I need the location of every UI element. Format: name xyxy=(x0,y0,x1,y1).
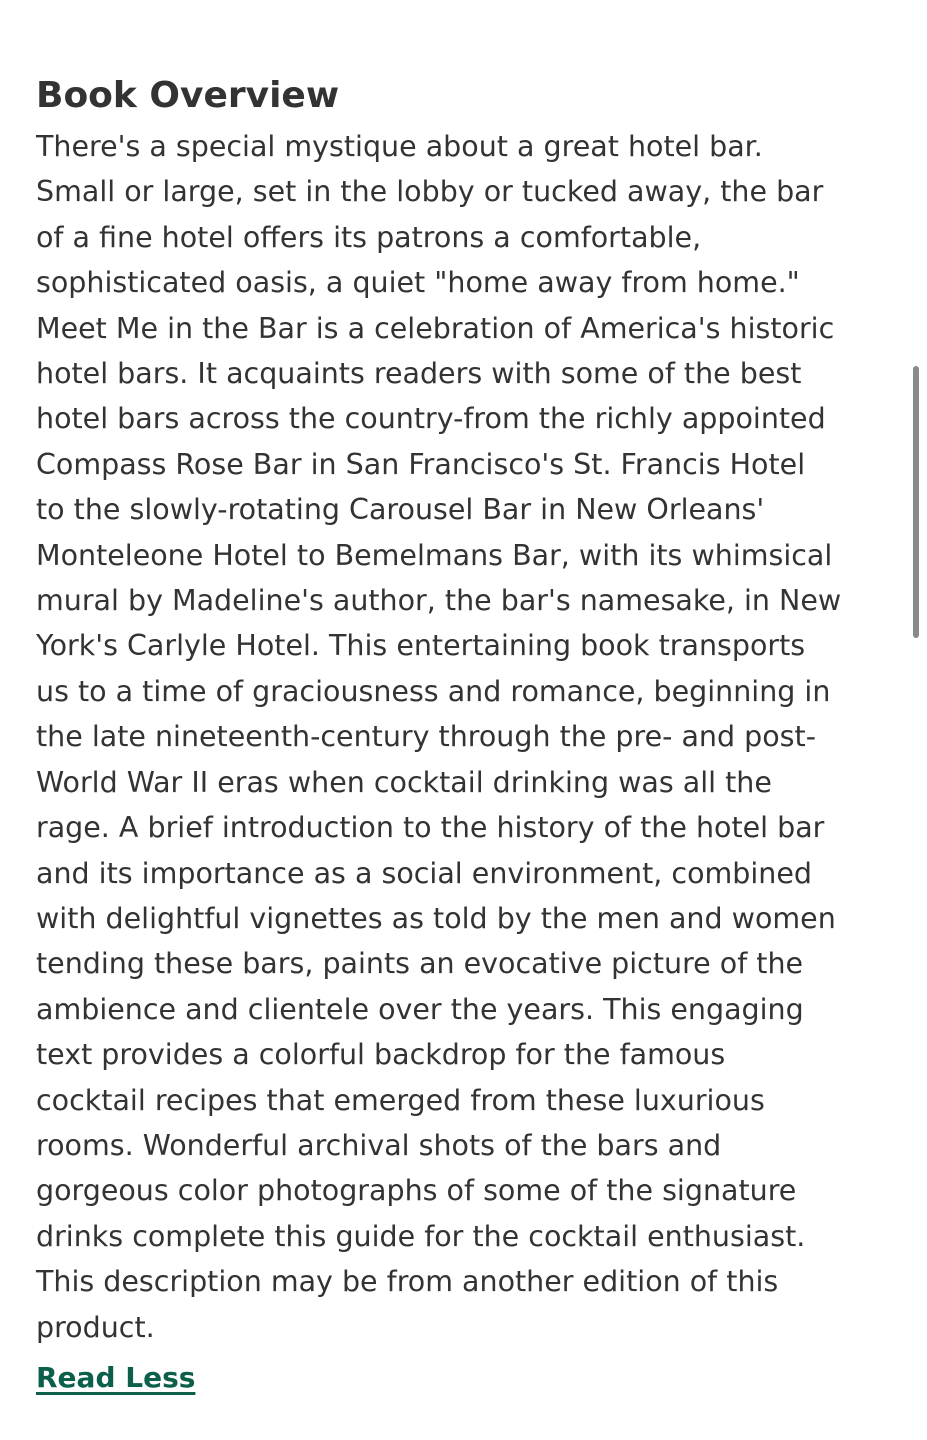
description-line: drinks complete this guide for the cocktail enthusiast. xyxy=(36,1219,806,1253)
description-line: with delightful vignettes as told by the men and women xyxy=(36,901,836,935)
description-line: Compass Rose Bar in San Francisco's St. Francis Hotel xyxy=(36,447,806,481)
description-line: of a fine hotel offers its patrons a comfortable, xyxy=(36,220,702,254)
overview-description xyxy=(36,124,906,1350)
description-line: ambience and clientele over the years. This engaging xyxy=(36,992,804,1026)
description-line: Meet Me in the Bar is a celebration of America's historic xyxy=(36,311,835,345)
description-line: product. xyxy=(36,1310,155,1344)
description-line: mural by Madeline's author, the bar's namesake, in New xyxy=(36,584,842,618)
section-title: Book Overview xyxy=(36,75,340,116)
description-line: rooms. Wonderful archival shots of the bars and xyxy=(36,1128,722,1162)
description-line: York's Carlyle Hotel. This entertaining book transports xyxy=(36,629,806,663)
description-line: and its importance as a social environment, combined xyxy=(36,856,812,890)
description-line: Small or large, set in the lobby or tucked away, the bar xyxy=(36,175,824,209)
description-line: hotel bars across the country-from the richly appointed xyxy=(36,402,826,436)
description-line: World War II eras when cocktail drinking was all the xyxy=(36,765,772,799)
description-line: sophisticated oasis, a quiet "home away from home." xyxy=(36,266,800,300)
description-line: There's a special mystique about a great hotel bar. xyxy=(36,130,763,163)
book-overview-section xyxy=(36,74,906,1398)
description-line: text provides a colorful backdrop for the famous xyxy=(36,1038,726,1072)
description-line: rage. A brief introduction to the history of the hotel bar xyxy=(36,811,825,845)
description-line: hotel bars. It acquaints readers with some of the best xyxy=(36,357,802,391)
description-line: us to a time of graciousness and romance, beginning in xyxy=(36,674,831,708)
scrollbar-thumb[interactable] xyxy=(913,366,919,638)
description-line: Monteleone Hotel to Bemelmans Bar, with its whimsical xyxy=(36,538,833,572)
description-line: cocktail recipes that emerged from these luxurious xyxy=(36,1083,765,1117)
description-line: gorgeous color photographs of some of the signature xyxy=(36,1174,797,1208)
description-line: the late nineteenth-century through the pre- and post- xyxy=(36,720,816,754)
description-line: This description may be from another edition of this xyxy=(36,1265,779,1299)
description-line: tending these bars, paints an evocative picture of the xyxy=(36,947,804,981)
read-less-link[interactable]: Read Less xyxy=(36,1360,196,1394)
description-line: to the slowly-rotating Carousel Bar in New Orleans' xyxy=(36,493,765,527)
